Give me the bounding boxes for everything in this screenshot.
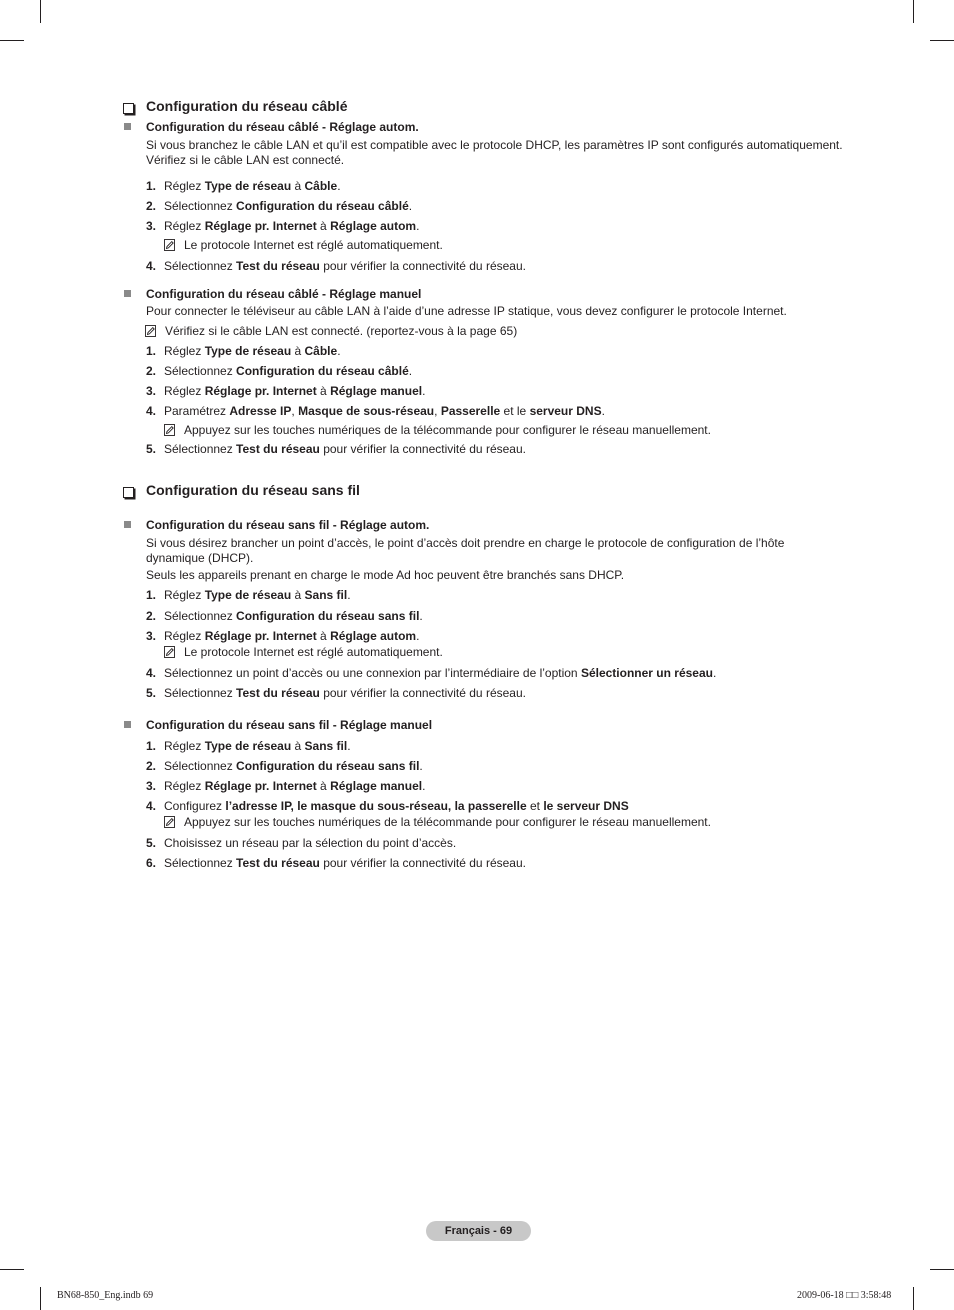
step-note-text: Appuyez sur les touches numériques de la télécommande pour configurer le réseau manuellement. xyxy=(184,815,711,829)
step-text-part: pour vérifier la connectivité du réseau. xyxy=(319,259,526,273)
step-keyword: Sans fil xyxy=(304,588,348,602)
step-note-text: Le protocole Internet est réglé automatiquement. xyxy=(184,238,443,252)
step-text-part: à xyxy=(291,344,305,358)
grey-square-bullet-icon xyxy=(124,290,131,297)
paragraph: Si vous branchez le câble LAN et qu’il est compatible avec le protocole DHCP, les paramètres IP sont configurés automatiquement. xyxy=(146,138,843,152)
crop-mark xyxy=(913,0,914,23)
subsection-title: Configuration du réseau sans fil - Réglage autom. xyxy=(146,518,430,532)
step-text-part: à xyxy=(291,179,305,193)
step-text xyxy=(164,799,629,813)
step-keyword: l’adresse IP, le masque du sous-réseau, la passerelle xyxy=(225,799,527,813)
page-number-badge: Français - 69 xyxy=(426,1221,531,1241)
step-number: 1. xyxy=(146,588,157,602)
step-keyword: Test du réseau xyxy=(236,442,320,456)
grey-square-bullet-icon xyxy=(124,521,131,528)
step-text-part: à xyxy=(316,219,331,233)
step-keyword: Configuration du réseau câblé xyxy=(236,199,409,213)
subsection-title: Configuration du réseau sans fil - Réglage manuel xyxy=(146,718,433,732)
step-keyword: Configuration du réseau sans fil xyxy=(236,609,420,623)
step-text xyxy=(164,404,605,418)
step-number: 2. xyxy=(146,609,157,623)
step-text-part: . xyxy=(408,199,413,213)
step-text xyxy=(164,219,419,233)
grey-square-bullet-icon xyxy=(124,721,131,728)
crop-mark xyxy=(40,1287,41,1310)
step-text-part: . xyxy=(419,609,423,623)
paragraph: Si vous désirez brancher un point d’accès, le point d’accès doit prendre en charge le protocole de configuration de l’hôte xyxy=(146,536,785,550)
step-text-part: Réglez xyxy=(164,219,205,233)
step-keyword: Câble xyxy=(304,179,338,193)
step-text-part: . xyxy=(416,219,420,233)
step-text-part: Sélectionnez xyxy=(164,199,237,213)
note-pencil-icon xyxy=(164,239,175,251)
section-title: Configuration du réseau sans fil xyxy=(146,482,360,498)
crop-mark xyxy=(930,1269,954,1270)
step-text-part: pour vérifier la connectivité du réseau. xyxy=(319,686,526,700)
section-title: Configuration du réseau câblé xyxy=(146,98,348,114)
step-text xyxy=(164,856,526,870)
step-keyword: Configuration du réseau sans fil xyxy=(236,759,420,773)
step-text-part: . xyxy=(347,739,351,753)
step-keyword: serveur DNS xyxy=(529,404,602,418)
crop-mark xyxy=(930,40,954,41)
step-text-part: . xyxy=(419,759,423,773)
step-text-part: Réglez xyxy=(164,384,205,398)
step-text-part: à xyxy=(316,779,331,793)
paragraph: dynamique (DHCP). xyxy=(146,551,254,565)
step-text-part: . xyxy=(712,666,717,680)
step-number: 1. xyxy=(146,344,157,358)
step-text-part: Sélectionnez xyxy=(164,259,237,273)
step-text xyxy=(164,588,351,602)
step-number: 4. xyxy=(146,404,157,418)
step-text-part: Réglez xyxy=(164,179,205,193)
step-number: 3. xyxy=(146,219,157,233)
step-keyword: Type de réseau xyxy=(204,588,292,602)
step-keyword: Réglage manuel xyxy=(330,384,423,398)
step-text-part: Sélectionnez un point d’accès ou une connexion par l’intermédiaire de l’option xyxy=(164,666,581,680)
step-text xyxy=(164,779,425,793)
step-text xyxy=(164,199,412,213)
step-text-part: à xyxy=(291,739,305,753)
step-text xyxy=(164,629,419,643)
step-keyword: Type de réseau xyxy=(204,179,292,193)
step-text-part: Choisissez un réseau par la sélection du point d’accès. xyxy=(164,836,457,850)
step-text xyxy=(164,442,526,456)
step-text-part: à xyxy=(316,384,331,398)
step-text-part: . xyxy=(408,364,413,378)
step-keyword: le serveur DNS xyxy=(543,799,629,813)
step-keyword: Configuration du réseau câblé xyxy=(236,364,409,378)
step-keyword: Test du réseau xyxy=(236,259,320,273)
step-text xyxy=(164,666,716,680)
step-text-part: Sélectionnez xyxy=(164,442,237,456)
step-text-part: pour vérifier la connectivité du réseau. xyxy=(319,856,526,870)
step-keyword: Type de réseau xyxy=(204,739,292,753)
paragraph: Pour connecter le téléviseur au câble LAN à l’aide d’une adresse IP statique, vous devez configurer le protocole Internet. xyxy=(146,304,787,318)
grey-square-bullet-icon xyxy=(124,123,131,130)
step-number: 4. xyxy=(146,259,157,273)
step-text-part: . xyxy=(337,179,341,193)
step-text-part: Réglez xyxy=(164,779,205,793)
step-text-part: Sélectionnez xyxy=(164,609,237,623)
step-number: 5. xyxy=(146,686,157,700)
step-text-part: . xyxy=(416,629,420,643)
step-keyword: Sélectionner un réseau xyxy=(580,666,713,680)
step-keyword: Masque de sous-réseau xyxy=(298,404,435,418)
checkbox-square-icon xyxy=(123,103,134,114)
step-text-part: . xyxy=(422,779,426,793)
step-text-part: Sélectionnez xyxy=(164,686,237,700)
step-text-part: , xyxy=(434,404,441,418)
step-keyword: Réglage autom xyxy=(330,219,417,233)
step-text-part: et le xyxy=(500,404,530,418)
note-pencil-icon xyxy=(164,424,175,436)
step-text-part: à xyxy=(291,588,305,602)
step-text xyxy=(164,759,423,773)
step-text-part: . xyxy=(337,344,341,358)
note-pencil-icon xyxy=(164,816,175,828)
checkbox-square-icon xyxy=(123,487,134,498)
step-text-part: Réglez xyxy=(164,344,205,358)
step-number: 3. xyxy=(146,779,157,793)
step-keyword: Adresse IP xyxy=(229,404,292,418)
step-keyword: Sans fil xyxy=(304,739,348,753)
step-text xyxy=(164,609,423,623)
step-number: 2. xyxy=(146,199,157,213)
print-slug-left: BN68-850_Eng.indb 69 xyxy=(57,1290,154,1301)
step-text xyxy=(164,739,351,753)
step-text-part: , xyxy=(291,404,299,418)
subsection-title: Configuration du réseau câblé - Réglage autom. xyxy=(146,120,419,134)
step-text-part: pour vérifier la connectivité du réseau. xyxy=(319,442,526,456)
step-number: 1. xyxy=(146,739,157,753)
step-text-part: Sélectionnez xyxy=(164,759,237,773)
step-text-part: à xyxy=(316,629,331,643)
step-text-part: Réglez xyxy=(164,629,205,643)
step-text xyxy=(164,259,526,273)
step-number: 3. xyxy=(146,384,157,398)
step-note-text: Le protocole Internet est réglé automatiquement. xyxy=(184,645,443,659)
step-number: 5. xyxy=(146,836,157,850)
step-keyword: Passerelle xyxy=(440,404,501,418)
step-keyword: Test du réseau xyxy=(236,856,320,870)
step-number: 6. xyxy=(146,856,157,870)
step-keyword: Réglage autom xyxy=(330,629,417,643)
step-text-part: Sélectionnez xyxy=(164,364,237,378)
paragraph: Vérifiez si le câble LAN est connecté. xyxy=(146,153,345,167)
step-text-part: Paramétrez xyxy=(164,404,230,418)
note-text: Vérifiez si le câble LAN est connecté. (reportez-vous à la page 65) xyxy=(165,324,518,338)
step-keyword: Câble xyxy=(304,344,338,358)
step-keyword: Réglage pr. Internet xyxy=(204,629,317,643)
note-pencil-icon xyxy=(164,646,175,658)
step-keyword: Réglage manuel xyxy=(330,779,423,793)
step-text-part: Sélectionnez xyxy=(164,856,237,870)
step-number: 4. xyxy=(146,666,157,680)
step-text xyxy=(164,344,341,358)
step-keyword: Réglage pr. Internet xyxy=(204,384,317,398)
step-text-part: . xyxy=(422,384,426,398)
step-text xyxy=(164,836,456,850)
step-text xyxy=(164,364,412,378)
step-text xyxy=(164,686,526,700)
crop-mark xyxy=(913,1287,914,1310)
step-text-part: Réglez xyxy=(164,739,205,753)
step-keyword: Type de réseau xyxy=(204,344,292,358)
step-note-text: Appuyez sur les touches numériques de la télécommande pour configurer le réseau manuellement. xyxy=(184,423,711,437)
step-keyword: Réglage pr. Internet xyxy=(204,779,317,793)
step-number: 3. xyxy=(146,629,157,643)
crop-mark xyxy=(40,0,41,23)
step-number: 4. xyxy=(146,799,157,813)
note-pencil-icon xyxy=(145,325,156,337)
step-keyword: Test du réseau xyxy=(236,686,320,700)
crop-mark xyxy=(0,40,24,41)
step-number: 1. xyxy=(146,179,157,193)
step-text xyxy=(164,384,425,398)
step-text-part: et xyxy=(526,799,544,813)
print-slug-right: 2009-06-18 □□ 3:58:48 xyxy=(797,1290,892,1301)
step-text xyxy=(164,179,341,193)
crop-mark xyxy=(0,1269,24,1270)
step-number: 2. xyxy=(146,759,157,773)
step-text-part: Configurez xyxy=(164,799,226,813)
step-text-part: . xyxy=(601,404,605,418)
step-text-part: Réglez xyxy=(164,588,205,602)
step-number: 2. xyxy=(146,364,157,378)
step-text-part: . xyxy=(347,588,351,602)
paragraph: Seuls les appareils prenant en charge le mode Ad hoc peuvent être branchés sans DHCP. xyxy=(146,568,625,582)
step-number: 5. xyxy=(146,442,157,456)
step-keyword: Réglage pr. Internet xyxy=(204,219,317,233)
subsection-title: Configuration du réseau câblé - Réglage manuel xyxy=(146,287,422,301)
